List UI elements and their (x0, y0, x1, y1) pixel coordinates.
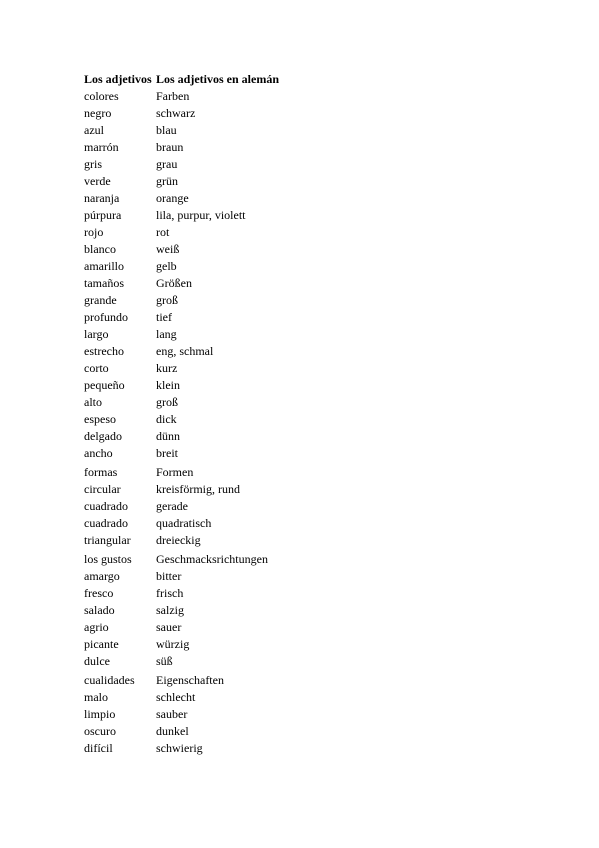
german-word: breit (156, 446, 178, 460)
table-row (84, 190, 279, 207)
header-spanish: Los adjetivos (84, 72, 152, 86)
spanish-word: limpio (84, 707, 116, 721)
spanish-word: difícil (84, 741, 113, 755)
table-row (84, 428, 279, 445)
german-word: Formen (156, 465, 194, 479)
table-row (84, 670, 279, 689)
german-word: salzig (156, 603, 184, 617)
spanish-word: blanco (84, 242, 116, 256)
table-row (84, 462, 279, 481)
german-word: Eigenschaften (156, 673, 224, 687)
table-row (84, 275, 279, 292)
table-row (84, 343, 279, 360)
table-row (84, 568, 279, 585)
spanish-word: salado (84, 603, 115, 617)
spanish-word: delgado (84, 429, 122, 443)
german-word: frisch (156, 586, 184, 600)
spanish-word: alto (84, 395, 102, 409)
spanish-word: ancho (84, 446, 113, 460)
german-word: süß (156, 654, 173, 668)
table-row (84, 394, 279, 411)
table-row (84, 585, 279, 602)
spanish-word: malo (84, 690, 108, 704)
spanish-word: cuadrado (84, 499, 128, 513)
german-word: lang (156, 327, 177, 341)
spanish-word: gris (84, 157, 102, 171)
spanish-word: pequeño (84, 378, 125, 392)
spanish-word: colores (84, 89, 119, 103)
german-word: lila, purpur, violett (156, 208, 246, 222)
german-word: eng, schmal (156, 344, 214, 358)
german-word: gerade (156, 499, 188, 513)
german-word: blau (156, 123, 177, 137)
table-row (84, 498, 279, 515)
spanish-word: corto (84, 361, 109, 375)
table-row (84, 139, 279, 156)
spanish-word: azul (84, 123, 104, 137)
spanish-word: oscuro (84, 724, 116, 738)
table-row (84, 481, 279, 498)
table-row (84, 224, 279, 241)
spanish-word: formas (84, 465, 118, 479)
table-row (84, 326, 279, 343)
table-row (84, 549, 279, 568)
german-word: tief (156, 310, 172, 324)
table-row (84, 706, 279, 723)
german-word: dreieckig (156, 533, 201, 547)
spanish-word: profundo (84, 310, 128, 324)
spanish-word: negro (84, 106, 112, 120)
table-row (84, 241, 279, 258)
vocabulary-body (84, 88, 279, 757)
spanish-word: largo (84, 327, 109, 341)
table-row (84, 689, 279, 706)
german-word: rot (156, 225, 170, 239)
spanish-word: dulce (84, 654, 110, 668)
german-word: schwierig (156, 741, 203, 755)
spanish-word: espeso (84, 412, 116, 426)
vocabulary-table (84, 71, 279, 757)
table-row (84, 377, 279, 394)
spanish-word: agrio (84, 620, 109, 634)
table-row (84, 636, 279, 653)
german-word: groß (156, 395, 178, 409)
spanish-word: cualidades (84, 673, 135, 687)
spanish-word: cuadrado (84, 516, 128, 530)
table-header-row (84, 71, 279, 88)
table-row (84, 515, 279, 532)
table-row (84, 292, 279, 309)
german-word: kurz (156, 361, 178, 375)
spanish-word: amarillo (84, 259, 124, 273)
spanish-word: marrón (84, 140, 119, 154)
table-row (84, 532, 279, 549)
spanish-word: triangular (84, 533, 131, 547)
table-row (84, 445, 279, 462)
table-row (84, 602, 279, 619)
german-word: braun (156, 140, 184, 154)
spanish-word: amargo (84, 569, 120, 583)
german-word: klein (156, 378, 180, 392)
table-row (84, 411, 279, 428)
table-row (84, 360, 279, 377)
table-row (84, 173, 279, 190)
german-word: orange (156, 191, 189, 205)
spanish-word: los gustos (84, 552, 132, 566)
spanish-word: fresco (84, 586, 114, 600)
table-row (84, 723, 279, 740)
spanish-word: púrpura (84, 208, 122, 222)
german-word: dünn (156, 429, 180, 443)
german-word: quadratisch (156, 516, 212, 530)
german-word: dunkel (156, 724, 189, 738)
spanish-word: circular (84, 482, 121, 496)
table-row (84, 207, 279, 224)
spanish-word: verde (84, 174, 111, 188)
german-word: bitter (156, 569, 182, 583)
spanish-word: rojo (84, 225, 104, 239)
table-row (84, 88, 279, 105)
german-word: Größen (156, 276, 192, 290)
german-word: sauer (156, 620, 182, 634)
table-row (84, 105, 279, 122)
german-word: groß (156, 293, 178, 307)
german-word: gelb (156, 259, 177, 273)
table-row (84, 122, 279, 139)
table-row (84, 740, 279, 757)
table-row (84, 653, 279, 670)
table-row (84, 309, 279, 326)
german-word: sauber (156, 707, 188, 721)
german-word: weiß (156, 242, 180, 256)
table-row (84, 258, 279, 275)
german-word: dick (156, 412, 177, 426)
german-word: kreisförmig, rund (156, 482, 240, 496)
spanish-word: naranja (84, 191, 120, 205)
german-word: schlecht (156, 690, 196, 704)
spanish-word: picante (84, 637, 119, 651)
german-word: grün (156, 174, 178, 188)
table-row (84, 619, 279, 636)
german-word: würzig (156, 637, 190, 651)
spanish-word: grande (84, 293, 117, 307)
spanish-word: estrecho (84, 344, 124, 358)
spanish-word: tamaños (84, 276, 124, 290)
german-word: Farben (156, 89, 190, 103)
header-german: Los adjetivos en alemán (156, 72, 279, 86)
table-row (84, 156, 279, 173)
german-word: grau (156, 157, 178, 171)
german-word: Geschmacksrichtungen (156, 552, 268, 566)
german-word: schwarz (156, 106, 196, 120)
